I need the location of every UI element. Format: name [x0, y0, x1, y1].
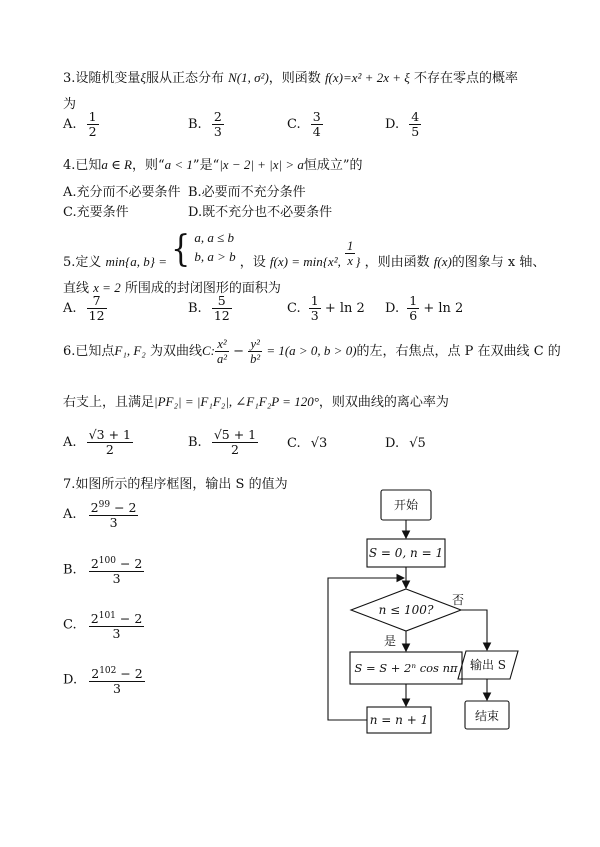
exponent: 100 — [98, 556, 116, 566]
denominator: 3 — [310, 308, 319, 323]
numerator: 1 — [409, 293, 418, 308]
flow-output-text: 输出 S — [469, 658, 507, 672]
numerator: 7 — [87, 294, 107, 309]
q5-line-eq: x = 2 — [93, 280, 121, 295]
q5-text: ，设 — [239, 255, 266, 270]
q5-text: 所围成的封闭图形的面积为 — [124, 281, 281, 296]
q4-q: |x − 2| + |x| > a — [219, 157, 304, 172]
option-label: D. — [385, 436, 400, 451]
numerator: 1 — [310, 293, 319, 308]
flow-init-text: S = 0, n = 1 — [368, 546, 444, 560]
base: 2 — [90, 611, 99, 627]
denominator: 2 — [105, 442, 114, 457]
q5-case-2: b, a > b — [194, 249, 236, 264]
option-tail: + ln 2 — [423, 301, 464, 316]
denominator: 3 — [213, 124, 222, 139]
option-label: C. — [63, 617, 77, 633]
q4-text: ”是“ — [192, 158, 220, 173]
denominator: 6 — [409, 308, 418, 323]
q6-text: ，则双曲线的离心率为 — [318, 395, 449, 410]
q5-text: 直线 — [63, 281, 90, 296]
numerator: 1 — [88, 109, 97, 124]
denominator: 4 — [312, 124, 321, 139]
q6-foci: F₁, F₂ — [114, 343, 146, 358]
denominator: 3 — [112, 571, 121, 587]
exponent: 101 — [98, 611, 116, 621]
option-label: C. — [287, 436, 301, 451]
base: 2 — [90, 556, 99, 572]
flow-no-label: 否 — [452, 593, 465, 607]
q6-text: 右支上，且满足 — [63, 395, 155, 410]
numerator: 3 — [312, 109, 321, 124]
remainder: − 2 — [120, 666, 143, 682]
option-label: B. — [188, 117, 202, 132]
option-label: A. — [63, 301, 77, 316]
q5-text: 的图象与 x 轴、 — [451, 255, 546, 270]
option-value: √5 — [409, 436, 426, 451]
numerator: x² — [215, 337, 229, 352]
denominator: 2 — [231, 442, 239, 457]
q3-text: 3.设随机变量 — [63, 71, 141, 86]
q5-text: ，则由函数 — [364, 255, 430, 270]
q3-text: ，则函数 — [268, 71, 321, 86]
q4-option-a: A.充分而不必要条件 — [63, 185, 181, 200]
remainder: − 2 — [119, 556, 143, 572]
q4-p: a < 1 — [164, 157, 193, 172]
denominator: 5 — [411, 124, 420, 139]
flow-increment-text: n = n + 1 — [369, 713, 429, 727]
q5-brace: { — [171, 228, 191, 271]
flow-no-line — [461, 610, 487, 650]
option-label: B. — [188, 301, 202, 316]
exponent: 102 — [99, 666, 117, 676]
q6-text: 6.已知点 — [63, 344, 115, 359]
flow-loop-line — [328, 578, 404, 720]
q3-stem-line2: 为 — [63, 97, 77, 112]
flow-body-text: S = S + 2ⁿ cos nπ — [354, 661, 458, 675]
q4-option-b: B.必要而不充分条件 — [188, 185, 306, 200]
q6-curve-label: C: — [201, 343, 215, 358]
q6-text: 为双曲线 — [149, 344, 202, 359]
numerator: 2 — [213, 109, 222, 124]
option-label: C. — [287, 301, 301, 316]
q3-xi: ξ — [140, 70, 146, 85]
q4-text: ，则“ — [131, 158, 165, 173]
option-label: A. — [63, 117, 77, 132]
option-label: D. — [385, 301, 400, 316]
option-label: B. — [188, 435, 202, 450]
q4-text: 恒成立”的 — [303, 158, 363, 173]
denominator: b² — [250, 352, 261, 366]
q5-f-definition: f(x) = min{x², — [269, 254, 341, 269]
option-label: D. — [63, 672, 78, 688]
q4-option-d: D.既不充分也不必要条件 — [188, 205, 333, 220]
option-label: A. — [63, 506, 77, 522]
q6-minus: − — [233, 344, 245, 359]
q4-option-c: C.充要条件 — [63, 205, 129, 220]
remainder: − 2 — [119, 611, 143, 627]
option-label: D. — [385, 117, 400, 132]
exponent: 99 — [98, 500, 111, 510]
denominator: 12 — [88, 308, 105, 323]
q5-fx: f(x) — [433, 254, 452, 269]
q5-min-definition: min{a, b} = — [105, 254, 167, 269]
numerator: 4 — [411, 109, 420, 124]
option-value: √3 — [310, 436, 328, 451]
q6-eq-tail: = 1(a > 0, b > 0) — [266, 343, 357, 358]
option-label: B. — [63, 562, 77, 578]
q3-function: f(x)=x² + 2x + ξ — [324, 70, 410, 85]
numerator: 5 — [212, 294, 232, 309]
denominator: a² — [216, 352, 227, 366]
denominator: x — [347, 254, 353, 268]
numerator: √3 + 1 — [88, 427, 131, 442]
flow-yes-label: 是 — [384, 634, 397, 648]
numerator: y² — [248, 337, 262, 352]
q3-text: 不存在零点的概率 — [413, 71, 518, 86]
q5-brace-close: } — [355, 254, 361, 269]
q6-text: 的左，右焦点，点 P 在双曲线 C 的 — [356, 344, 561, 359]
q7-stem: 7.如图所示的程序框图，输出 S 的值为 — [63, 477, 288, 492]
flow-condition-text: n ≤ 100? — [378, 603, 434, 617]
base: 2 — [90, 500, 99, 516]
option-label: C. — [287, 117, 301, 132]
flow-end-text: 结束 — [474, 709, 500, 723]
q5-text: 5.定义 — [63, 255, 102, 270]
option-label: A. — [63, 435, 77, 450]
numerator: 1 — [347, 239, 354, 253]
flow-start-text: 开始 — [393, 498, 419, 512]
q3-distribution: N(1, σ²) — [228, 70, 269, 85]
q6-condition: |PF₂| = |F₁F₂|, ∠F₁F₂P = 120° — [154, 394, 319, 409]
denominator: 2 — [88, 124, 97, 139]
denominator: 3 — [109, 515, 118, 531]
q4-text: 4.已知 — [63, 158, 102, 173]
remainder: − 2 — [114, 500, 137, 516]
numerator: √5 + 1 — [213, 427, 257, 442]
denominator: 3 — [112, 626, 121, 642]
option-tail: + ln 2 — [324, 301, 365, 316]
q4-condition: a ∈ R — [101, 157, 132, 172]
base: 2 — [91, 666, 100, 682]
q5-case-1: a, a ≤ b — [194, 230, 234, 245]
q3-text: 服从正态分布 — [145, 71, 224, 86]
denominator: 3 — [113, 681, 121, 697]
denominator: 12 — [213, 308, 230, 323]
